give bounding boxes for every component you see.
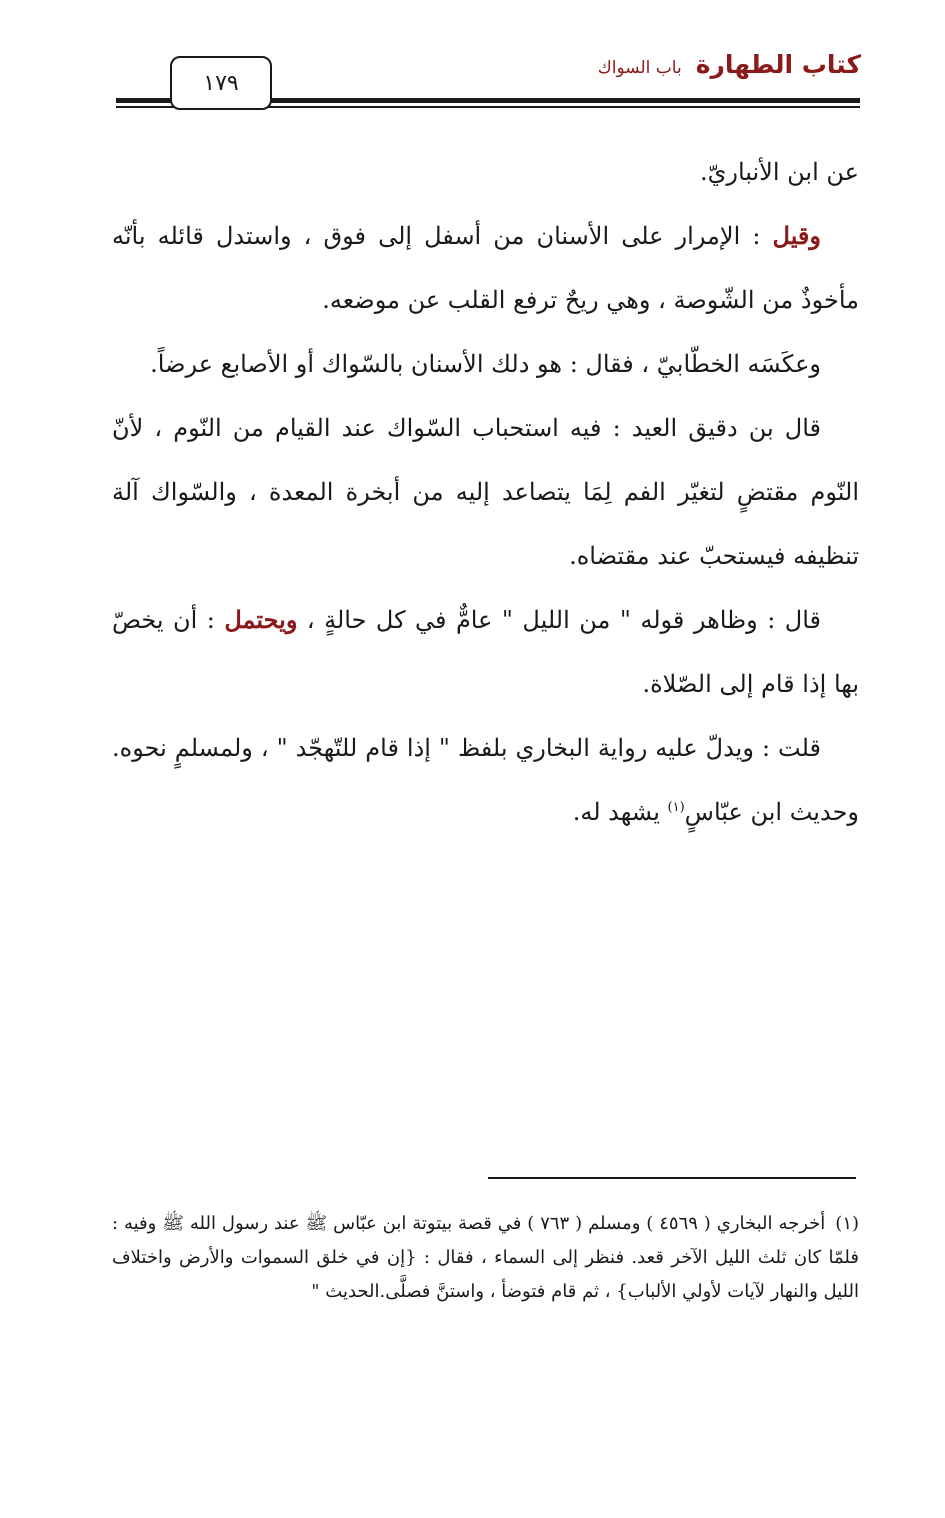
keyword-qila: وقيل (772, 221, 821, 250)
paragraph-5-text-b: : أن يخصّ بها إذا قام إلى الصّلاة. (112, 606, 859, 698)
footnote (112, 1207, 859, 1309)
paragraph-5-text-a: قال : وظاهر قوله " من الليل " عامٌّ في كل حالةٍ ، (297, 606, 821, 634)
running-header (598, 50, 861, 90)
chapter-title: باب السواك (597, 58, 682, 78)
paragraph-6-text-b: يشهد له. (572, 798, 668, 826)
footnote-marker: (١) (835, 1213, 860, 1234)
keyword-yahtamil: ويحتمل (224, 605, 298, 634)
paragraph-1 (112, 140, 859, 204)
paragraph-5 (112, 588, 859, 716)
paragraph-2 (112, 204, 859, 332)
book-title: كتاب الطهارة (695, 50, 861, 79)
main-text (112, 140, 859, 844)
footnote-1 (112, 1207, 859, 1309)
paragraph-3 (112, 332, 859, 396)
page-number: ١٧٩ (170, 56, 272, 110)
paragraph-4-text: قال بن دقيق العيد : فيه استحباب السّواك عند القيام من النّوم ، لأنّ النّوم مقتضٍ لتغيّر الفم لِمَا يتصاعد إليه من أبخرة المعدة ، والسّواك آلة تنظيفه فيستحبّ عند مقتضاه. (112, 414, 859, 570)
footnote-text: أخرجه البخاري ( ٤٥٦٩ ) ومسلم ( ٧٦٣ ) في قصة بيتوتة ابن عبّاس ﷺ عند رسول الله ﷺ وفيه : فلمّا كان ثلث الليل الآخر قعد. فنظر إلى السماء ، فقال : {إن في خلق السموات والأرض واختلاف الليل والنهار لآيات لأولي الألباب} ، ثم قام فتوضأ ، واستنَّ فصلَّى.الحديث " (112, 1213, 859, 1302)
paragraph-4 (112, 396, 859, 588)
paragraph-2-text: : الإمرار على الأسنان من أسفل إلى فوق ، واستدل قائله بأنّه مأخوذٌ من الشّوصة ، وهي ريحٌ ترفع القلب عن موضعه. (112, 222, 859, 314)
footnote-separator (488, 1177, 856, 1179)
paragraph-1-text: عن ابن الأنباريّ. (699, 158, 859, 186)
paragraph-3-text: وعكَسَه الخطّابيّ ، فقال : هو دلك الأسنان بالسّواك أو الأصابع عرضاً. (150, 350, 821, 378)
paragraph-6 (112, 716, 859, 844)
footnote-reference[interactable]: (١) (667, 800, 685, 815)
paragraph-6-text-a: قلت : ويدلّ عليه رواية البخاري بلفظ " إذا قام للتّهجّد " ، ولمسلمٍ نحوه. وحديث ابن عبّاسٍ (112, 734, 859, 826)
